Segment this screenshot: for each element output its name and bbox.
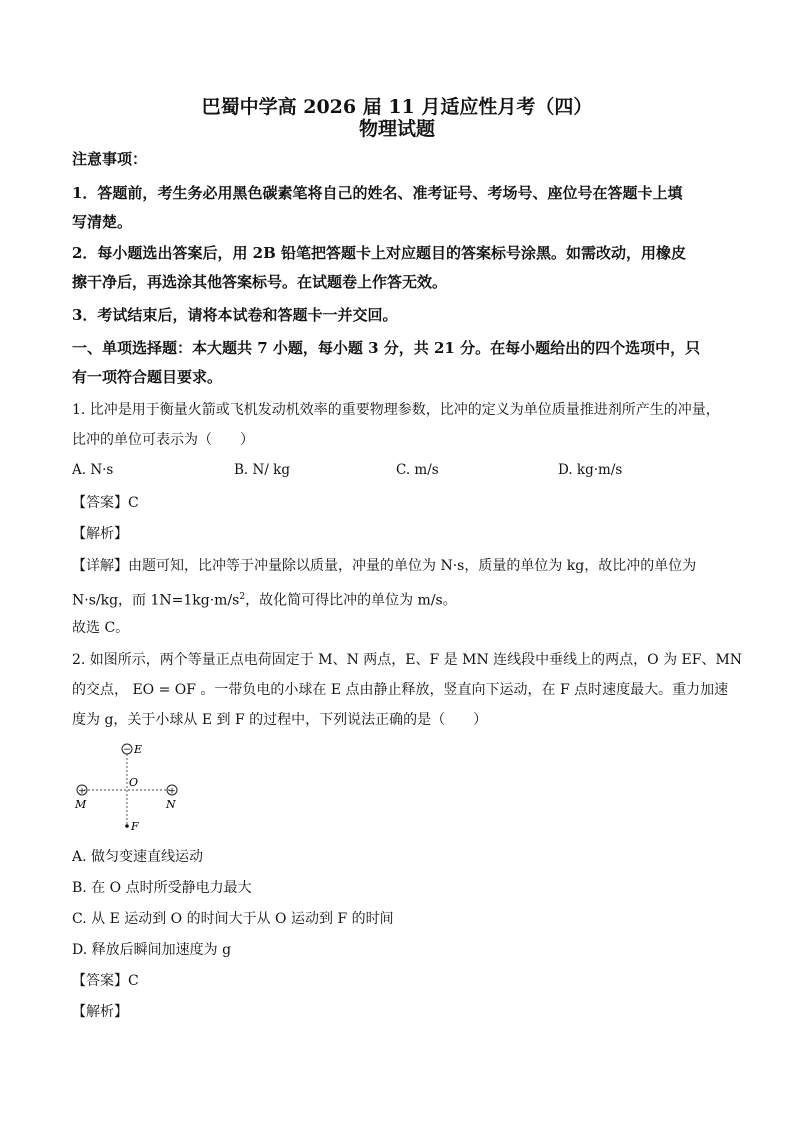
plus-sign-n: + [168,786,176,797]
q1-detail-line-1: 【详解】由题可知，比冲等于冲量除以质量，冲量的单位为 N·s，质量的单位为 kg，故比冲的单位为 [72,558,697,574]
q1-option-a: A. N·s [72,462,114,478]
q2-option-a: A. 做匀变速直线运动 [72,849,204,865]
note-1-line-2: 写清楚。 [72,213,133,231]
q2-stem-line-3: 度为 g，关于小球从 E 到 F 的过程中，下列说法正确的是（ ） [72,712,488,728]
minus-sign: − [123,745,131,755]
q2-stem-line-2: 的交点， EO = OF 。一带负电的小球在 E 点由静止释放，竖直向下运动，在 F 点时速度最大。重力加速 [72,682,729,698]
q2-option-b: B. 在 O 点时所受静电力最大 [72,880,252,896]
label-o: O [129,776,139,789]
q1-conclusion: 故选 C。 [72,620,130,636]
q2-stem-line-1: 2. 如图所示，两个等量正点电荷固定于 M、N 两点，E、F 是 MN 连线段中垂线上的两点，O 为 EF、MN [72,652,743,668]
section-1-heading-line-1: 一、单项选择题：本大题共 7 小题，每小题 3 分，共 21 分。在每小题给出的四个选项中，只 [72,339,701,357]
q2-option-d: D. 释放后瞬间加速度为 g [72,942,232,958]
note-2-line-1: 2．每小题选出答案后，用 2B 铅笔把答题卡上对应题目的答案标号涂黑。如需改动，用橡皮 [72,244,687,262]
q1-option-b: B. N/ kg [234,462,290,478]
note-2-line-2: 擦干净后，再选涂其他答案标号。在试题卷上作答无效。 [72,273,448,291]
q1-stem-line-2: 比冲的单位可表示为（ ） [72,432,254,448]
q1-option-d: D. kg·m/s [558,462,623,478]
note-3: 3．考试结束后，请将本试卷和答题卡一并交回。 [72,306,398,324]
label-f: F [131,820,139,833]
label-n: N [166,798,176,811]
notes-heading: 注意事项： [72,150,148,168]
charge-diagram [72,734,192,838]
point-f [125,824,129,828]
q1-answer: 【答案】C [72,495,139,511]
note-1-line-1: 1．答题前，考生务必用黑色碳素笔将自己的姓名、准考证号、考场号、座位号在答题卡上填 [72,184,683,202]
section-1-heading-line-2: 有一项符合题目要求。 [72,368,223,386]
plus-sign-m: + [78,786,86,797]
label-m: M [75,798,87,811]
q1-option-c: C. m/s [396,462,439,478]
exam-subject: 物理试题 [358,118,435,140]
q2-option-c: C. 从 E 运动到 O 的时间大于从 O 运动到 F 的时间 [72,911,394,927]
q1-detail-line-2: N·s/kg，而 $1N=1kg\cdot m/s^2$，故化简可得比冲的单位为 m/s。 [72,592,457,609]
exam-title: 巴蜀中学高 2026 届 11 月适应性月考（四） [201,96,593,118]
q1-analysis-label: 【解析】 [72,526,128,542]
q2-answer: 【答案】C [72,973,139,989]
q2-analysis-label: 【解析】 [72,1004,128,1020]
label-e: E [134,743,143,756]
q1-stem-line-1: 1. 比冲是用于衡量火箭或飞机发动机效率的重要物理参数，比冲的定义为单位质量推进剂所产生的冲量， [72,402,720,418]
